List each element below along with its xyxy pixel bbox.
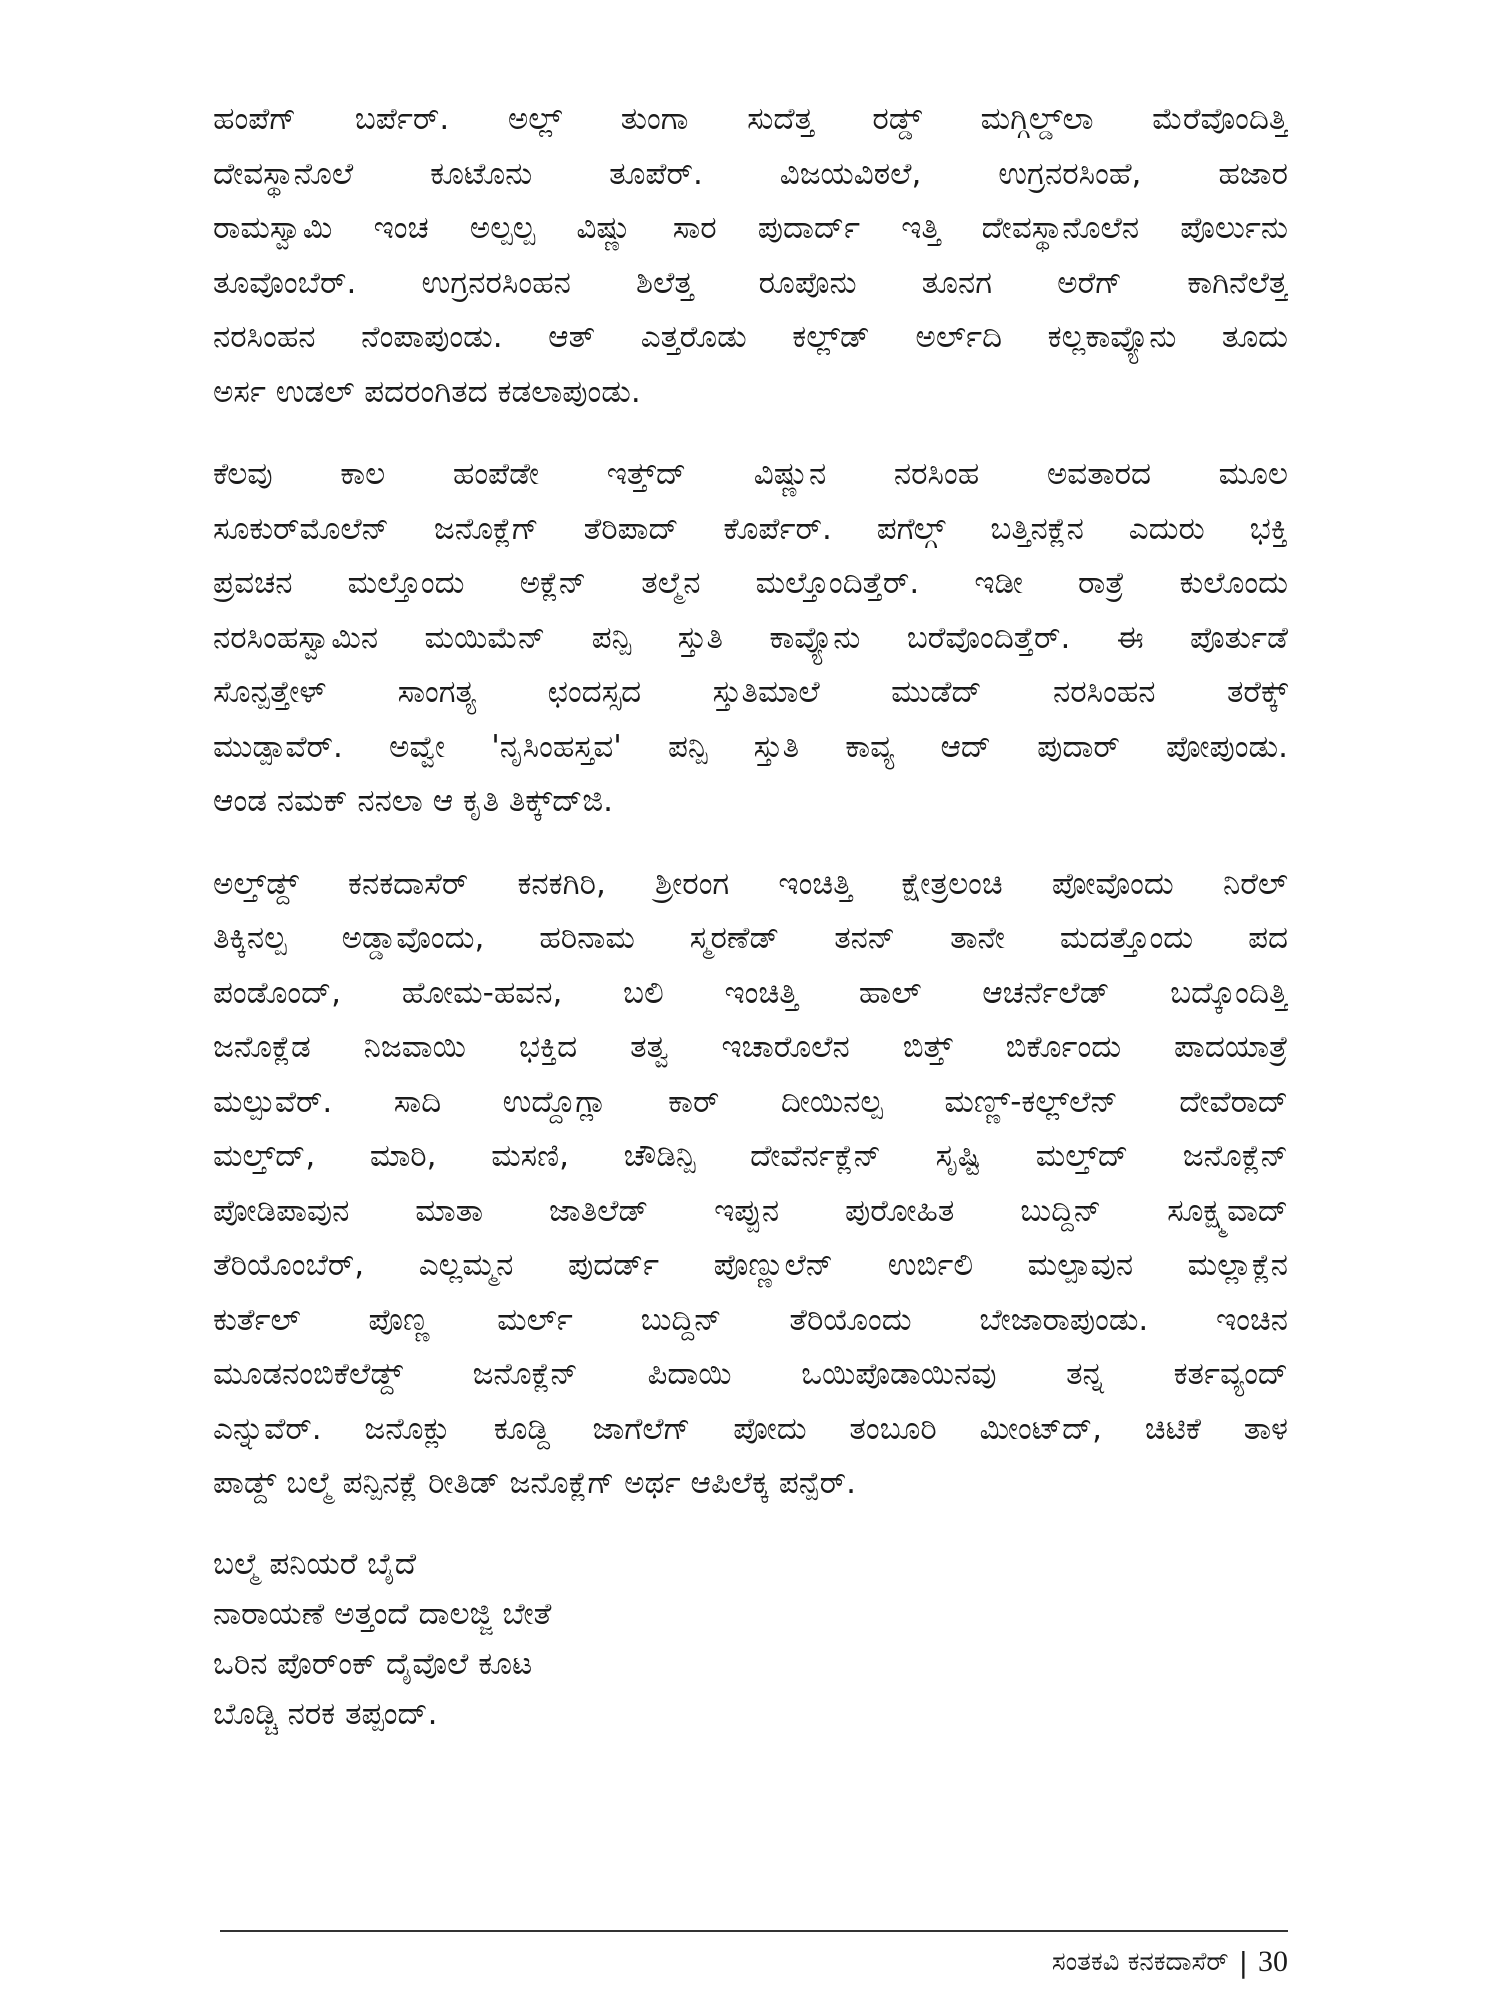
text-line: ತೆರಿಯೊಂಬೆರ್, ಎಲ್ಲಮ್ಮನ ಪುದರ್ಡ್ ಪೊಣ್ಣುಲೆನ್ ಉರ್ಬಿಲಿ ಮಲ್ಪಾವುನ ಮಲ್ಲಾಕ್ಲೆನ [213,1247,1288,1283]
page-footer [1052,1945,1288,1979]
verse-line: ಬೊಡ್ಚಿ ನರಕ ತಪ್ಪಂದ್. [213,1695,438,1732]
text-line: ದೇವಸ್ಥಾನೊಲೆ ಕೂಟೊನು ತೂಪೆರ್. ವಿಜಯವಿಠಲೆ, ಉಗ್ರನರಸಿಂಹೆ, ಹಜಾರ [213,155,1288,192]
paragraph-3 [213,857,1288,1511]
text-line: ಮೂಡನಂಬಿಕೆಲೆಡ್ದ್ ಜನೊಕ್ಲೆನ್ ಪಿದಾಯಿ ಒಯಿಪೊಡಾಯಿನವು ತನ್ನ ಕರ್ತವ್ಯಂದ್ [213,1356,1288,1392]
text-line: ಅಲ್ತ್‌ಡ್ದ್ ಕನಕದಾಸೆರ್ ಕನಕಗಿರಿ, ಶ್ರೀರಂಗ ಇಂಚಿತ್ತಿ ಕ್ಷೇತ್ರಲಂಚಿ ಪೋವೊಂದು ನಿರೆಲ್ [213,865,1288,902]
paragraph-1 [213,92,1288,419]
text-line: ತಿಕ್ಕಿನಲ್ಪ ಅಡ್ಡಾವೊಂದು, ಹರಿನಾಮ ಸ್ಮರಣೆಡ್ ತನನ್ ತಾನೇ ಮದತ್ತೊಂದು ಪದ [213,920,1288,956]
text-line: ಪೋಡಿಪಾವುನ ಮಾತಾ ಜಾತಿಲೆಡ್ ಇಪ್ಪುನ ಪುರೋಹಿತ ಬುದ್ದಿನ್ ಸೂಕ್ಷ್ಮವಾದ್ [213,1192,1288,1229]
text-line: ಕುರ್ತೆಲ್ ಪೊಣ್ಣ ಮರ್ಲ್ ಬುದ್ದಿನ್ ತೆರಿಯೊಂದು ಬೇಜಾರಾಪುಂಡು. ಇಂಚಿನ [213,1301,1288,1338]
page-body [213,92,1288,1739]
text-line: ತೂವೊಂಬೆರ್. ಉಗ್ರನರಸಿಂಹನ ಶಿಲೆತ್ತ ರೂಪೊನು ತೂನಗ ಅರೆಗ್ ಕಾಗಿನೆಲೆತ್ತ [213,264,1288,301]
running-title: ಸಂತಕವಿ ಕನಕದಾಸೆರ್ [1051,1946,1229,1977]
footer-divider [220,1930,1288,1932]
text-line: ಮಲ್ತ್‌ದ್, ಮಾರಿ, ಮಸಣಿ, ಚೌಡಿನ್ಪಿ ದೇವೆರ್ನಕ್ಲೆನ್ ಸೃಷ್ಟಿ ಮಲ್ತ್‌ದ್ ಜನೊಕ್ಲೆನ್ [213,1138,1288,1174]
text-line: ನರಸಿಂಹಸ್ವಾಮಿನ ಮಯಿಮೆನ್ ಪನ್ಪಿ ಸ್ತುತಿ ಕಾವ್ಯೊನು ಬರೆವೊಂದಿತ್ತೆರ್. ಈ ಪೊರ್ತುಡೆ [213,619,1288,656]
footer-separator: | [1238,1945,1248,1979]
page-number: 30 [1258,1945,1288,1978]
text-line: ಎನ್ನುವೆರ್. ಜನೊಕ್ಲು ಕೂಡ್ದಿ ಜಾಗೆಲೆಗ್ ಪೋದು ತಂಬೂರಿ ಮೀಂಟ್‌ದ್, ಚಿಟಿಕೆ ತಾಳ [213,1410,1288,1447]
text-line: ಆಂಡ ನಮಕ್ ನನಲಾ ಆ ಕೃತಿ ತಿಕ್ಕ್‌ದ್‌ಜಿ. [213,783,613,819]
paragraph-2 [213,447,1288,829]
text-line: ಜನೊಕ್ಲೆಡ ನಿಜವಾಯಿ ಭಕ್ತಿದ ತತ್ವ ಇಚಾರೊಲೆನ ಬಿತ್ತ್ ಬಿರ್ಕೊಂದು ಪಾದಯಾತ್ರೆ [213,1029,1288,1065]
verse-line: ನಾರಾಯಣೆ ಅತ್ತಂದೆ ದಾಲಜ್ಜಿ ಬೇತೆ [213,1595,552,1632]
text-line: ಪಾಡ್ದ್ ಬಲ್ಮೆ ಪನ್ಪಿನಕ್ಲೆ ರೀತಿಡ್ ಜನೊಕ್ಲೆಗ್ ಅರ್ಥ ಆಪಿಲೆಕ್ಕ ಪನ್ಪೆರ್. [213,1465,856,1501]
text-line: ಪಂಡೊಂದ್, ಹೋಮ-ಹವನ, ಬಲಿ ಇಂಚಿತ್ತಿ ಹಾಲ್ ಆಚರ್ನೆಲೆಡ್ ಬದ್ಕೊಂದಿತ್ತಿ [213,974,1288,1011]
verse-line: ಒರಿನ ಪೊರ್‌ಂಕ್ ದೈವೊಲೆ ಕೂಟ [213,1645,533,1682]
text-line: ನರಸಿಂಹನ ನೆಂಪಾಪುಂಡು. ಆತ್ ಎತ್ತರೊಡು ಕಲ್ಲ್‌ಡ್ ಅರ್ಲ್‌ದಿ ಕಲ್ಲಕಾವ್ಯೊನು ತೂದು [213,319,1288,355]
text-line: ಮುಡ್ಪಾವೆರ್. ಅವ್ವೇ 'ನೃಸಿಂಹಸ್ತವ' ಪನ್ಪಿ ಸ್ತುತಿ ಕಾವ್ಯ ಆದ್ ಪುದಾರ್ ಪೋಪುಂಡು. [213,728,1288,765]
text-line: ಮಲ್ಪುವೆರ್. ಸಾದಿ ಉದ್ದೊಗ್ಲಾ ಕಾರ್ ದೀಯಿನಲ್ಪ ಮಣ್ಣ್-ಕಲ್ಲ್‌ಲೆನ್ ದೇವೆರಾದ್ [213,1083,1288,1120]
text-line: ಕೆಲವು ಕಾಲ ಹಂಪೆಡೇ ಇತ್ತ್‌ದ್ ವಿಷ್ಣುನ ನರಸಿಂಹ ಅವತಾರದ ಮೂಲ [213,456,1288,492]
text-line: ಹಂಪೆಗ್ ಬರ್ಪೆರ್. ಅಲ್ಲ್ ತುಂಗಾ ಸುದೆತ್ತ ರಡ್ಡ್ ಮಗ್ಗಿಲ್ಡ್‌ಲಾ ಮೆರೆವೊಂದಿತ್ತಿ [213,101,1288,137]
verse-block [213,1539,1288,1739]
text-line: ಸೂಕುರ್‌ಮೊಲೆನ್ ಜನೊಕ್ಲೆಗ್ ತೆರಿಪಾದ್ ಕೊರ್ಪೆರ್. ಪಗೆಲ್ಗ್ ಬತ್ತಿನಕ್ಲೆನ ಎದುರು ಭಕ್ತಿ [213,510,1288,547]
text-line: ಅರ್ಸ ಉಡಲ್ ಪದರಂಗಿತದ ಕಡಲಾಪುಂಡು. [213,373,641,410]
text-line: ಸೊನ್ಪತ್ತೇಳ್ ಸಾಂಗತ್ಯ ಛಂದಸ್ಸದ ಸ್ತುತಿಮಾಲೆ ಮುಡೆದ್ ನರಸಿಂಹನ ತರೆಕ್ಕ್ [213,674,1288,710]
verse-line: ಬಲ್ಮೆ ಪನಿಯರೆ ಬೈದೆ [213,1545,417,1582]
text-line: ಪ್ರವಚನ ಮಲ್ತೊಂದು ಅಕ್ಲೆನ್ ತಲ್ಮೆನ ಮಲ್ತೊಂದಿತ್ತೆರ್. ಇಡೀ ರಾತ್ರೆ ಕುಲೊಂದು [213,565,1288,601]
text-line: ರಾಮಸ್ವಾಮಿ ಇಂಚ ಅಲ್ಪಲ್ಪ ವಿಷ್ಣು ಸಾರ ಪುದಾರ್ದ್ ಇತ್ತಿ ದೇವಸ್ಥಾನೊಲೆನ ಪೊರ್ಲುನು [213,210,1288,246]
